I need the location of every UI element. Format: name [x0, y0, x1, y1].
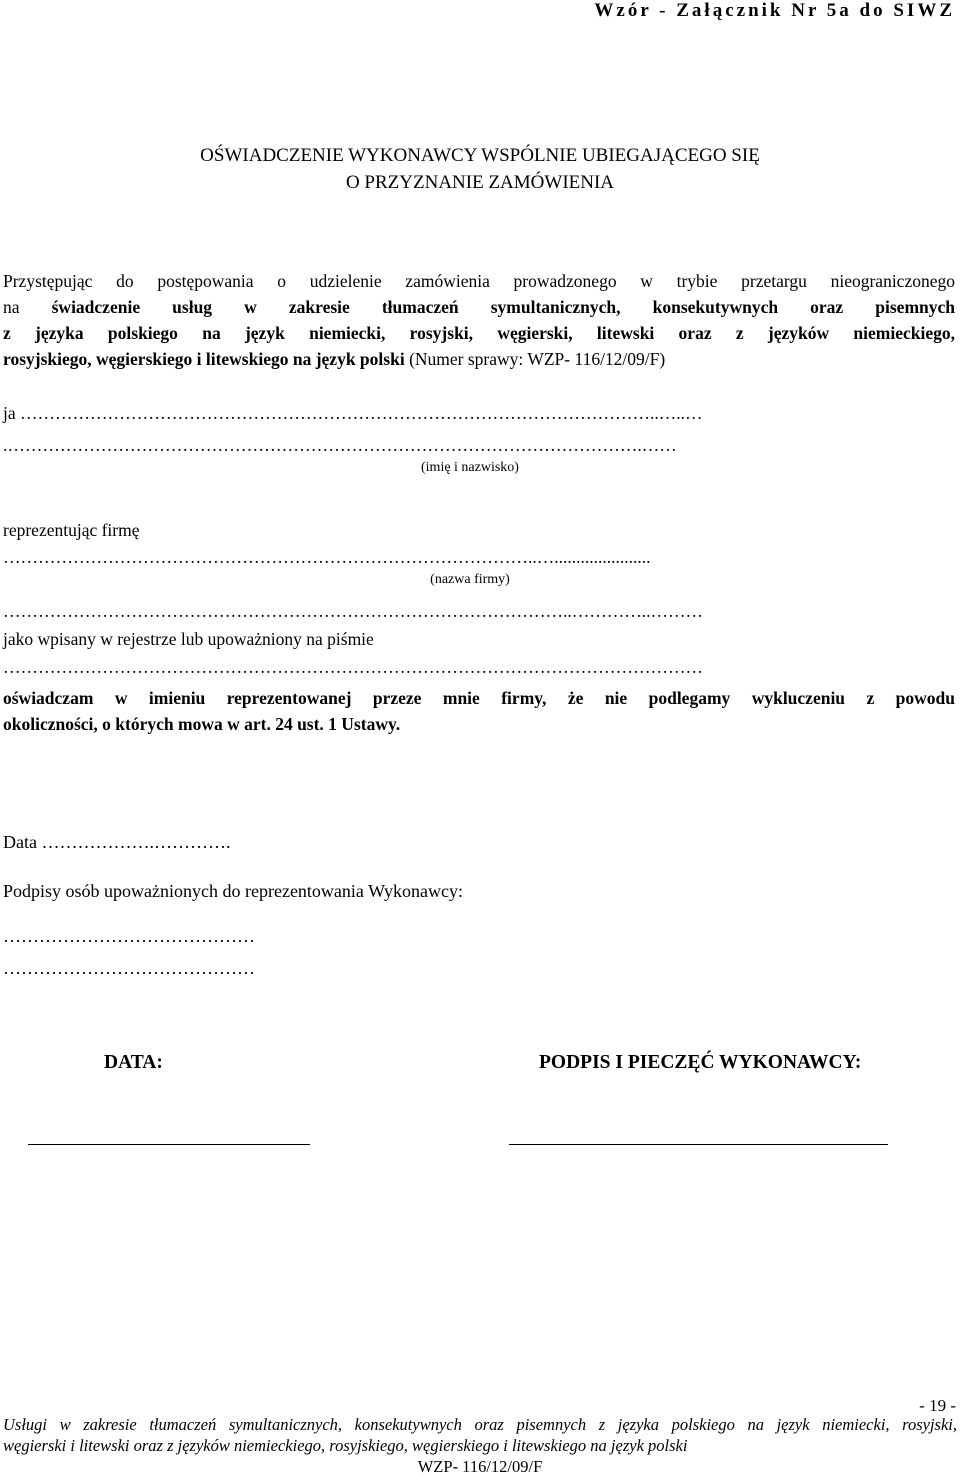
- registry-field-label: jako wpisany w rejestrze lub upoważniony na piśmie: [3, 629, 374, 649]
- intro-line2-subject: świadczenie usług w zakresie tłumaczeń symultanicznych, konsekutywnych oraz pisemnych: [51, 297, 956, 317]
- contractor-signature-line: [509, 1144, 888, 1145]
- case-number-reference: (Numer sprawy: WZP- 116/12/09/F): [409, 349, 666, 369]
- firm-field-label: reprezentując firmę: [3, 520, 140, 540]
- date-heading: DATA:: [104, 1052, 163, 1073]
- attachment-label: Wzór - Załącznik Nr 5a do SIWZ: [594, 0, 955, 21]
- intro-line4-subject: rosyjskiego, węgierskiego i litewskiego na język polski: [3, 349, 405, 369]
- name-field-label: ja: [3, 403, 16, 423]
- intro-line1: Przystępując do postępowania o udzielenie zamówienia prowadzonego w trybie przetargu nieograniczonego: [3, 271, 955, 291]
- footer-case-number: WZP- 116/12/09/F: [417, 1457, 543, 1476]
- name-field-dots: ………………………………………………………………………………………………..…..…: [20, 403, 703, 423]
- name-field-row: [3, 400, 955, 426]
- name-field-dots-line2: .……………………………………………………………………………………………….……: [3, 435, 677, 455]
- name-field-caption: (imię i nazwisko): [421, 460, 519, 475]
- document-title-line1: OŚWIADCZENIE WYKONAWCY WSPÓLNIE UBIEGAJĄCEGO SIĘ: [200, 145, 760, 166]
- intro-line2-prefix: na: [3, 297, 20, 317]
- statement-line2: okoliczności, o których mowa w art. 24 ust. 1 Ustawy.: [3, 714, 401, 734]
- registry-field-dots: …………………………………………………………………………………………………………: [3, 657, 703, 677]
- footer-line1: Usługi w zakresie tłumaczeń symultanicznych, konsekutywnych oraz pisemnych z języka polskiego na język niemiecki, rosyjski,: [3, 1415, 957, 1434]
- footer-line2: węgierski i litewski oraz z języków niemieckiego, rosyjskiego, węgierskiego i litewskiego na język polski: [3, 1436, 688, 1455]
- firm-field-caption: (nazwa firmy): [430, 572, 510, 587]
- signer-line-2: ……………………………………: [3, 958, 255, 978]
- document-title-line2: O PRZYZNANIE ZAMÓWIENIA: [345, 172, 615, 193]
- page-number: - 19 -: [919, 1396, 956, 1415]
- signers-label: Podpisy osób upoważnionych do reprezentowania Wykonawcy:: [3, 881, 463, 901]
- signer-line-1: ……………………………………: [3, 926, 255, 946]
- statement-line1: oświadczam w imieniu reprezentowanej przeze mnie firmy, że nie podlegamy wykluczeniu z powodu: [3, 688, 955, 708]
- intro-line3: z języka polskiego na język niemiecki, rosyjski, węgierski, litewski oraz z języków niemieckiego,: [3, 323, 955, 343]
- signature-heading: PODPIS I PIECZĘĆ WYKONAWCY:: [539, 1052, 862, 1073]
- date-field: Data ……………….………….: [3, 832, 231, 852]
- firm-field-dots-line2: ……………………………………………………………………………………..…………..………: [3, 601, 703, 621]
- intro-line4: [3, 346, 955, 372]
- date-signature-line: [28, 1144, 310, 1145]
- firm-field-dots: ………………………………………………………………………………..…......................: [3, 547, 651, 567]
- intro-line2: [3, 294, 955, 320]
